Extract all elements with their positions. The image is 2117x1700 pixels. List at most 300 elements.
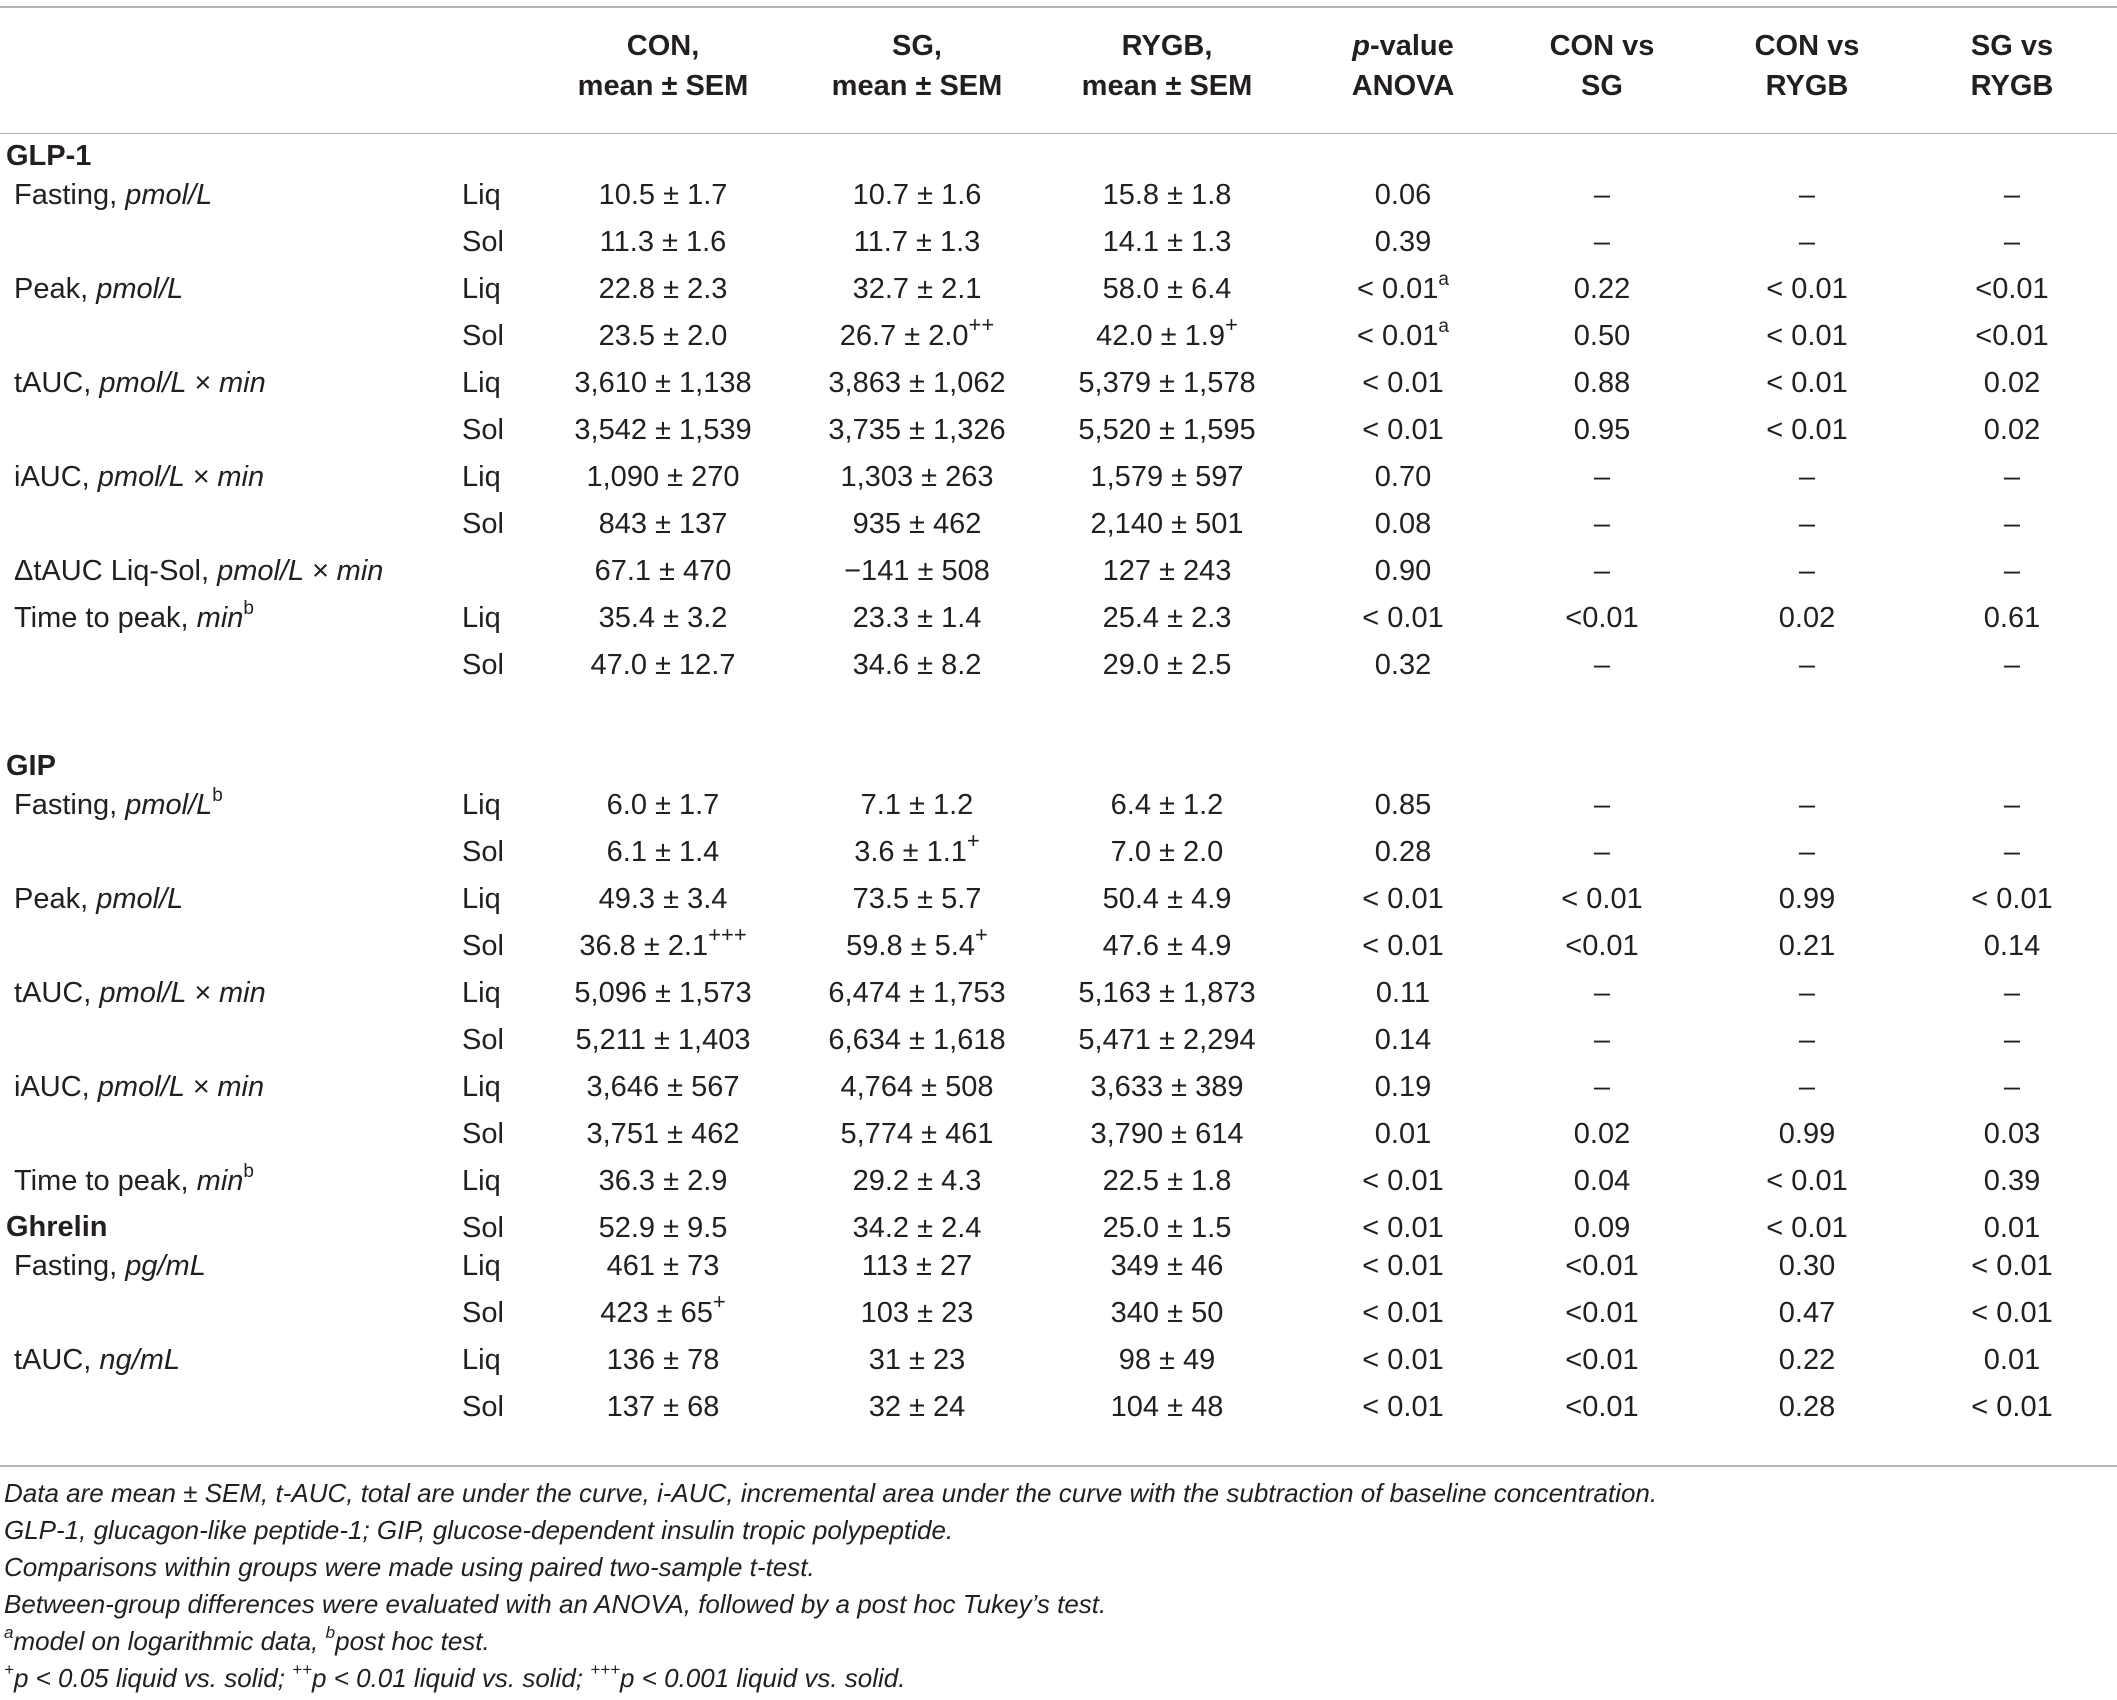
anova-pvalue-cell-text: < 0.01	[1362, 414, 1444, 446]
sg-value-cell	[797, 407, 1037, 454]
con-value-cell-text: 6.0 ± 1.7	[606, 789, 720, 821]
con-vs-sg-cell: <0.01	[1565, 1297, 1639, 1329]
sg-value-cell	[797, 1158, 1037, 1205]
con-vs-rygb-cell: 0.21	[1778, 930, 1836, 962]
header-sg-vs-rygb-line2: RYGB	[1970, 70, 2054, 102]
rygb-value-cell-text: 29.0 ± 2.5	[1102, 649, 1232, 681]
footnote-plus1-text: p < 0.05 liquid vs. solid;	[13, 1663, 293, 1693]
rygb-value-cell-text: 6.4 ± 1.2	[1110, 789, 1224, 821]
sg-value-cell-text: 3.6 ± 1.1	[854, 836, 967, 868]
rygb-value-cell-text: 127 ± 243	[1102, 555, 1232, 587]
con-value-cell-sup: +	[712, 1289, 726, 1315]
table-row	[0, 1158, 2117, 1205]
rygb-value-cell-text: 58.0 ± 6.4	[1102, 273, 1232, 305]
con-value-cell	[543, 219, 783, 266]
con-vs-rygb-cell: < 0.01	[1766, 414, 1848, 446]
con-value-cell	[543, 313, 783, 360]
con-value-cell-text: 52.9 ± 9.5	[598, 1212, 728, 1244]
con-value-cell-text: 1,090 ± 270	[586, 461, 740, 493]
sg-value-cell-text: 32 ± 24	[868, 1391, 966, 1423]
anova-pvalue-cell-sup: a	[1438, 269, 1449, 291]
row-label-text: iAUC,	[14, 461, 98, 493]
con-vs-sg-cell: <0.01	[1565, 1344, 1639, 1376]
row-label-unit: pmol/L × min	[97, 461, 265, 493]
sg-value-cell-text: 6,474 ± 1,753	[828, 977, 1006, 1009]
sg-value-cell-text: 10.7 ± 1.6	[852, 179, 982, 211]
sg-value-cell	[797, 829, 1037, 876]
row-label	[14, 595, 254, 642]
rygb-value-cell	[1047, 1064, 1287, 1111]
row-label-unit: min	[196, 602, 244, 634]
anova-pvalue-cell-text: 0.90	[1374, 555, 1432, 587]
sg-value-cell-sup: +	[966, 828, 980, 854]
footnote-b-marker: b	[325, 1623, 336, 1643]
anova-pvalue-cell-text: < 0.01	[1362, 883, 1444, 915]
row-label-text: Peak,	[14, 273, 97, 305]
con-value-cell	[543, 595, 783, 642]
anova-pvalue-cell-text: < 0.01	[1362, 930, 1444, 962]
anova-pvalue-cell-text: 0.32	[1374, 649, 1432, 681]
table-row	[0, 407, 2117, 454]
footnote-plus1-marker: +	[4, 1660, 14, 1680]
phase-cell: Sol	[462, 320, 504, 352]
header-con-vs-sg	[1482, 26, 1722, 106]
rygb-value-cell	[1047, 548, 1287, 595]
row-label-text: tAUC,	[14, 367, 100, 399]
table-row	[0, 829, 2117, 876]
phase-cell: Sol	[462, 1212, 504, 1244]
con-vs-sg-cell: < 0.01	[1561, 883, 1643, 915]
footnote-line5	[4, 1623, 490, 1659]
row-label	[14, 1243, 206, 1290]
con-vs-sg-cell: <0.01	[1565, 930, 1639, 962]
header-sg	[797, 26, 1037, 106]
table-row	[0, 1337, 2117, 1384]
phase-cell: Sol	[462, 1297, 504, 1329]
con-vs-sg-cell: 0.04	[1573, 1165, 1631, 1197]
rygb-value-cell	[1047, 782, 1287, 829]
header-rule	[0, 133, 2117, 134]
con-vs-sg-cell: –	[1593, 977, 1611, 1009]
footnote-line2: GLP-1, glucagon-like peptide-1; GIP, glucose-dependent insulin tropic polypeptide.	[4, 1515, 954, 1545]
sg-value-cell-text: 5,774 ± 461	[840, 1118, 994, 1150]
rygb-value-cell	[1047, 360, 1287, 407]
con-vs-sg-cell: 0.88	[1573, 367, 1631, 399]
rygb-value-cell-text: 5,471 ± 2,294	[1078, 1024, 1256, 1056]
con-value-cell	[543, 454, 783, 501]
header-sg-vs-rygb	[1892, 26, 2117, 106]
row-label	[14, 1064, 264, 1111]
sg-vs-rygb-cell: < 0.01	[1971, 1297, 2053, 1329]
row-label-text: ΔtAUC Liq-Sol,	[14, 555, 218, 587]
anova-pvalue-cell-text: 0.19	[1374, 1071, 1432, 1103]
rygb-value-cell	[1047, 923, 1287, 970]
phase-cell: Sol	[462, 649, 504, 681]
sg-value-cell	[797, 923, 1037, 970]
footnote-a-marker: a	[4, 1623, 14, 1643]
row-label-sup: b	[243, 598, 254, 620]
con-vs-sg-cell: –	[1593, 461, 1611, 493]
row-label	[14, 876, 183, 923]
row-label-unit: ng/mL	[99, 1344, 181, 1376]
row-label	[14, 454, 264, 501]
sg-vs-rygb-cell: <0.01	[1975, 320, 2049, 352]
sg-value-cell	[797, 172, 1037, 219]
con-value-cell	[543, 829, 783, 876]
anova-pvalue-cell-text: < 0.01	[1362, 367, 1444, 399]
sg-vs-rygb-cell: –	[2003, 1071, 2021, 1103]
sg-value-cell	[797, 1111, 1037, 1158]
sg-vs-rygb-cell: <0.01	[1975, 273, 2049, 305]
sg-value-cell-text: 113 ± 27	[861, 1250, 973, 1282]
con-vs-sg-cell: –	[1593, 1024, 1611, 1056]
rygb-value-cell	[1047, 970, 1287, 1017]
footnote-plus2-text: p < 0.01 liquid vs. solid;	[312, 1663, 591, 1693]
row-label-unit: pg/mL	[125, 1250, 206, 1282]
con-value-cell-text: 36.8 ± 2.1	[579, 930, 709, 962]
sg-value-cell-text: 4,764 ± 508	[840, 1071, 994, 1103]
phase-cell: Liq	[462, 789, 501, 821]
con-value-cell-text: 35.4 ± 3.2	[598, 602, 728, 634]
rygb-value-cell	[1047, 876, 1287, 923]
row-label-unit: pmol/L	[125, 789, 213, 821]
table-row	[0, 360, 2117, 407]
row-label-unit: pmol/L × min	[99, 977, 266, 1009]
sg-value-cell	[797, 1290, 1037, 1337]
sg-vs-rygb-cell: 0.61	[1983, 602, 2041, 634]
con-vs-rygb-cell: –	[1798, 1024, 1816, 1056]
sg-vs-rygb-cell: 0.01	[1983, 1212, 2041, 1244]
phase-cell: Liq	[462, 977, 501, 1009]
rygb-value-cell	[1047, 595, 1287, 642]
sg-value-cell-text: −141 ± 508	[844, 555, 990, 587]
rygb-value-cell	[1047, 829, 1287, 876]
con-value-cell-text: 423 ± 65	[600, 1297, 713, 1329]
row-label-unit: pmol/L × min	[99, 367, 266, 399]
con-vs-rygb-cell: < 0.01	[1766, 1165, 1848, 1197]
rygb-value-cell-sup: +	[1224, 312, 1238, 338]
con-value-cell	[543, 266, 783, 313]
header-con	[543, 26, 783, 106]
anova-pvalue-cell-text: < 0.01	[1362, 1165, 1444, 1197]
anova-pvalue-cell-sup: a	[1438, 316, 1449, 338]
sg-vs-rygb-cell: –	[2003, 508, 2021, 540]
phase-cell: Sol	[462, 414, 504, 446]
con-vs-rygb-cell: < 0.01	[1766, 320, 1848, 352]
phase-cell: Liq	[462, 1165, 501, 1197]
row-label-text: iAUC,	[14, 1071, 98, 1103]
sg-value-cell-text: 11.7 ± 1.3	[853, 226, 981, 258]
sg-value-cell-text: 103 ± 23	[860, 1297, 974, 1329]
row-label-text: Fasting,	[14, 789, 126, 821]
anova-pvalue-cell-text: 0.85	[1374, 789, 1432, 821]
sg-value-cell	[797, 219, 1037, 266]
table-row	[0, 1064, 2117, 1111]
con-vs-rygb-cell: –	[1798, 555, 1816, 587]
table-row	[0, 1384, 2117, 1431]
sg-value-cell	[797, 360, 1037, 407]
con-value-cell-text: 36.3 ± 2.9	[598, 1165, 728, 1197]
header-sg-vs-rygb-line1: SG vs	[1970, 30, 2054, 62]
rygb-value-cell-text: 340 ± 50	[1110, 1297, 1224, 1329]
sg-vs-rygb-cell: –	[2003, 977, 2021, 1009]
row-label-sup: b	[212, 785, 223, 807]
rygb-value-cell-text: 47.6 ± 4.9	[1102, 930, 1232, 962]
footnote-line1: Data are mean ± SEM, t-AUC, total are under the curve, i-AUC, incremental area under the curve with the subtraction of baseline concentration.	[4, 1478, 1658, 1508]
con-value-cell-text: 23.5 ± 2.0	[598, 320, 728, 352]
rygb-value-cell	[1047, 1337, 1287, 1384]
sg-value-cell-text: 34.6 ± 8.2	[852, 649, 982, 681]
sg-value-cell	[797, 313, 1037, 360]
rygb-value-cell-text: 42.0 ± 1.9	[1096, 320, 1225, 352]
header-con-vs-sg-line1: CON vs	[1549, 30, 1655, 62]
header-pvalue-line2: ANOVA	[1351, 70, 1455, 102]
table-row	[0, 595, 2117, 642]
row-label-text: Time to peak,	[14, 602, 197, 634]
con-vs-sg-cell: –	[1593, 226, 1611, 258]
con-vs-sg-cell: <0.01	[1565, 1250, 1639, 1282]
phase-cell: Liq	[462, 883, 501, 915]
con-value-cell-text: 3,610 ± 1,138	[574, 367, 752, 399]
rygb-value-cell-text: 5,163 ± 1,873	[1078, 977, 1256, 1009]
phase-cell: Liq	[462, 273, 501, 305]
row-label	[14, 1158, 254, 1205]
row-label-unit: min	[196, 1165, 244, 1197]
sg-value-cell	[797, 1017, 1037, 1064]
con-vs-sg-cell: –	[1593, 649, 1611, 681]
footnote-a-text: model on logarithmic data,	[13, 1626, 326, 1656]
con-value-cell-text: 11.3 ± 1.6	[599, 226, 727, 258]
rygb-value-cell	[1047, 642, 1287, 689]
table-row	[0, 782, 2117, 829]
footnote-line3: Comparisons within groups were made using paired two-sample t-test.	[4, 1552, 815, 1582]
table-row	[0, 454, 2117, 501]
con-value-cell	[543, 876, 783, 923]
section-title: Ghrelin	[6, 1211, 108, 1243]
table-row	[0, 1017, 2117, 1064]
sg-vs-rygb-cell: < 0.01	[1971, 883, 2053, 915]
row-label-unit: pmol/L × min	[97, 1071, 265, 1103]
con-vs-sg-cell: 0.22	[1573, 273, 1631, 305]
con-value-cell-text: 3,751 ± 462	[586, 1118, 740, 1150]
sg-value-cell	[797, 782, 1037, 829]
header-con-vs-rygb-line1: CON vs	[1754, 30, 1860, 62]
rygb-value-cell	[1047, 266, 1287, 313]
sg-value-cell	[797, 454, 1037, 501]
con-value-cell	[543, 1290, 783, 1337]
con-value-cell	[543, 501, 783, 548]
table-row	[0, 1243, 2117, 1290]
con-vs-sg-cell: <0.01	[1565, 1391, 1639, 1423]
sg-value-cell-text: 73.5 ± 5.7	[852, 883, 982, 915]
row-label-text: Fasting,	[14, 1250, 126, 1282]
anova-pvalue-cell-text: < 0.01	[1362, 1344, 1444, 1376]
con-value-cell-text: 137 ± 68	[606, 1391, 720, 1423]
sg-vs-rygb-cell: 0.39	[1983, 1165, 2041, 1197]
table-row	[0, 172, 2117, 219]
sg-value-cell	[797, 642, 1037, 689]
con-vs-rygb-cell: –	[1798, 977, 1816, 1009]
sg-vs-rygb-cell: –	[2003, 836, 2021, 868]
con-vs-sg-cell: –	[1593, 836, 1611, 868]
rygb-value-cell-text: 5,520 ± 1,595	[1078, 414, 1256, 446]
rygb-value-cell	[1047, 454, 1287, 501]
con-value-cell	[543, 1158, 783, 1205]
sg-value-cell-text: 32.7 ± 2.1	[852, 273, 982, 305]
footnote-line4: Between-group differences were evaluated with an ANOVA, followed by a post hoc Tukey’s test.	[4, 1589, 1107, 1619]
rygb-value-cell	[1047, 172, 1287, 219]
rygb-value-cell-text: 5,379 ± 1,578	[1078, 367, 1256, 399]
con-value-cell	[543, 1384, 783, 1431]
rygb-value-cell	[1047, 1243, 1287, 1290]
sg-vs-rygb-cell: –	[2003, 226, 2021, 258]
rygb-value-cell-text: 2,140 ± 501	[1090, 508, 1244, 540]
con-vs-sg-cell: 0.50	[1573, 320, 1631, 352]
rygb-value-cell-text: 50.4 ± 4.9	[1102, 883, 1232, 915]
anova-pvalue-cell-text: < 0.01	[1362, 602, 1444, 634]
sg-value-cell-text: 29.2 ± 4.3	[852, 1165, 982, 1197]
phase-cell: Sol	[462, 1118, 504, 1150]
con-vs-sg-cell: –	[1593, 179, 1611, 211]
sg-vs-rygb-cell: < 0.01	[1971, 1391, 2053, 1423]
con-vs-sg-cell: –	[1593, 789, 1611, 821]
sg-value-cell	[797, 1243, 1037, 1290]
con-vs-sg-cell: 0.09	[1573, 1212, 1631, 1244]
rygb-value-cell	[1047, 407, 1287, 454]
anova-pvalue-cell-text: < 0.01	[1356, 273, 1439, 305]
con-value-cell	[543, 172, 783, 219]
con-value-cell-text: 843 ± 137	[598, 508, 728, 540]
con-vs-rygb-cell: –	[1798, 508, 1816, 540]
con-vs-rygb-cell: 0.30	[1778, 1250, 1836, 1282]
anova-pvalue-cell-text: < 0.01	[1362, 1391, 1444, 1423]
rygb-value-cell-text: 349 ± 46	[1110, 1250, 1224, 1282]
phase-cell: Sol	[462, 930, 504, 962]
sg-value-cell	[797, 501, 1037, 548]
anova-pvalue-cell-text: 0.11	[1375, 977, 1431, 1009]
con-vs-sg-cell: 0.95	[1573, 414, 1631, 446]
con-value-cell	[543, 360, 783, 407]
table-top-rule	[0, 6, 2117, 8]
sg-value-cell-text: 31 ± 23	[868, 1344, 966, 1376]
row-label-text: Time to peak,	[14, 1165, 197, 1197]
section-title: GIP	[6, 750, 56, 782]
rygb-value-cell	[1047, 1384, 1287, 1431]
con-value-cell-text: 5,096 ± 1,573	[574, 977, 752, 1009]
row-label-unit: pmol/L	[96, 273, 184, 305]
con-value-cell-sup: +++	[708, 922, 747, 948]
sg-vs-rygb-cell: < 0.01	[1971, 1250, 2053, 1282]
con-value-cell-text: 3,646 ± 567	[586, 1071, 740, 1103]
rygb-value-cell-text: 22.5 ± 1.8	[1102, 1165, 1232, 1197]
sg-value-cell	[797, 1064, 1037, 1111]
con-vs-rygb-cell: –	[1798, 836, 1816, 868]
phase-cell: Sol	[462, 836, 504, 868]
row-label	[14, 548, 383, 595]
table-bottom-rule	[0, 1465, 2117, 1467]
rygb-value-cell-text: 25.0 ± 1.5	[1102, 1212, 1232, 1244]
row-label	[14, 970, 266, 1017]
con-vs-sg-cell: –	[1593, 508, 1611, 540]
row-label-text: Fasting,	[14, 179, 126, 211]
sg-value-cell	[797, 876, 1037, 923]
phase-cell: Sol	[462, 1391, 504, 1423]
table-row	[0, 219, 2117, 266]
phase-cell: Liq	[462, 1071, 501, 1103]
footnote-plus3-marker: +++	[590, 1660, 621, 1680]
rygb-value-cell-text: 3,633 ± 389	[1090, 1071, 1244, 1103]
rygb-value-cell-text: 7.0 ± 2.0	[1110, 836, 1224, 868]
sg-vs-rygb-cell: –	[2003, 461, 2021, 493]
row-label	[14, 782, 223, 829]
row-label-unit: pmol/L	[125, 179, 213, 211]
sg-value-cell-text: 1,303 ± 263	[840, 461, 994, 493]
con-vs-rygb-cell: 0.02	[1778, 602, 1836, 634]
section-title: GLP-1	[6, 140, 92, 172]
con-vs-sg-cell: <0.01	[1565, 602, 1639, 634]
table-row	[0, 923, 2117, 970]
sg-value-cell-text: 3,863 ± 1,062	[828, 367, 1006, 399]
phase-cell: Liq	[462, 602, 501, 634]
sg-value-cell	[797, 970, 1037, 1017]
rygb-value-cell	[1047, 1017, 1287, 1064]
con-value-cell-text: 67.1 ± 470	[594, 555, 732, 587]
sg-value-cell-sup: +	[974, 922, 988, 948]
anova-pvalue-cell-text: < 0.01	[1362, 1212, 1444, 1244]
footnote-line6	[4, 1660, 906, 1696]
rygb-value-cell-text: 15.8 ± 1.8	[1102, 179, 1232, 211]
footnote-plus2-marker: ++	[292, 1660, 313, 1680]
header-pvalue-suffix: -value	[1369, 30, 1454, 62]
table-row	[0, 642, 2117, 689]
rygb-value-cell-text: 3,790 ± 614	[1090, 1118, 1244, 1150]
table-row	[0, 501, 2117, 548]
header-con-line2: mean ± SEM	[577, 70, 749, 102]
row-label-text: Peak,	[14, 883, 97, 915]
sg-value-cell-text: 23.3 ± 1.4	[852, 602, 982, 634]
rygb-value-cell-text: 104 ± 48	[1110, 1391, 1224, 1423]
con-value-cell-text: 3,542 ± 1,539	[574, 414, 752, 446]
phase-cell: Liq	[462, 461, 501, 493]
phase-cell: Liq	[462, 1250, 501, 1282]
phase-cell: Liq	[462, 179, 501, 211]
row-label	[14, 360, 266, 407]
sg-vs-rygb-cell: –	[2003, 555, 2021, 587]
row-label-text: tAUC,	[14, 977, 100, 1009]
sg-value-cell	[797, 1337, 1037, 1384]
con-vs-rygb-cell: –	[1798, 649, 1816, 681]
table-row	[0, 970, 2117, 1017]
row-label-text: tAUC,	[14, 1344, 100, 1376]
rygb-value-cell	[1047, 313, 1287, 360]
row-label-unit: pmol/L	[96, 883, 184, 915]
sg-vs-rygb-cell: 0.02	[1983, 367, 2041, 399]
con-vs-sg-cell: –	[1593, 555, 1611, 587]
con-vs-sg-cell: –	[1593, 1071, 1611, 1103]
con-vs-rygb-cell: < 0.01	[1766, 273, 1848, 305]
con-value-cell	[543, 1064, 783, 1111]
header-con-vs-sg-line2: SG	[1581, 70, 1623, 102]
table-row	[0, 876, 2117, 923]
con-value-cell-text: 10.5 ± 1.7	[598, 179, 728, 211]
header-rygb-line2: mean ± SEM	[1081, 70, 1253, 102]
con-vs-rygb-cell: 0.99	[1778, 1118, 1836, 1150]
con-value-cell	[543, 923, 783, 970]
rygb-value-cell-text: 98 ± 49	[1118, 1344, 1216, 1376]
anova-pvalue-cell-text: 0.08	[1374, 508, 1432, 540]
sg-vs-rygb-cell: 0.02	[1983, 414, 2041, 446]
sg-vs-rygb-cell: –	[2003, 649, 2021, 681]
